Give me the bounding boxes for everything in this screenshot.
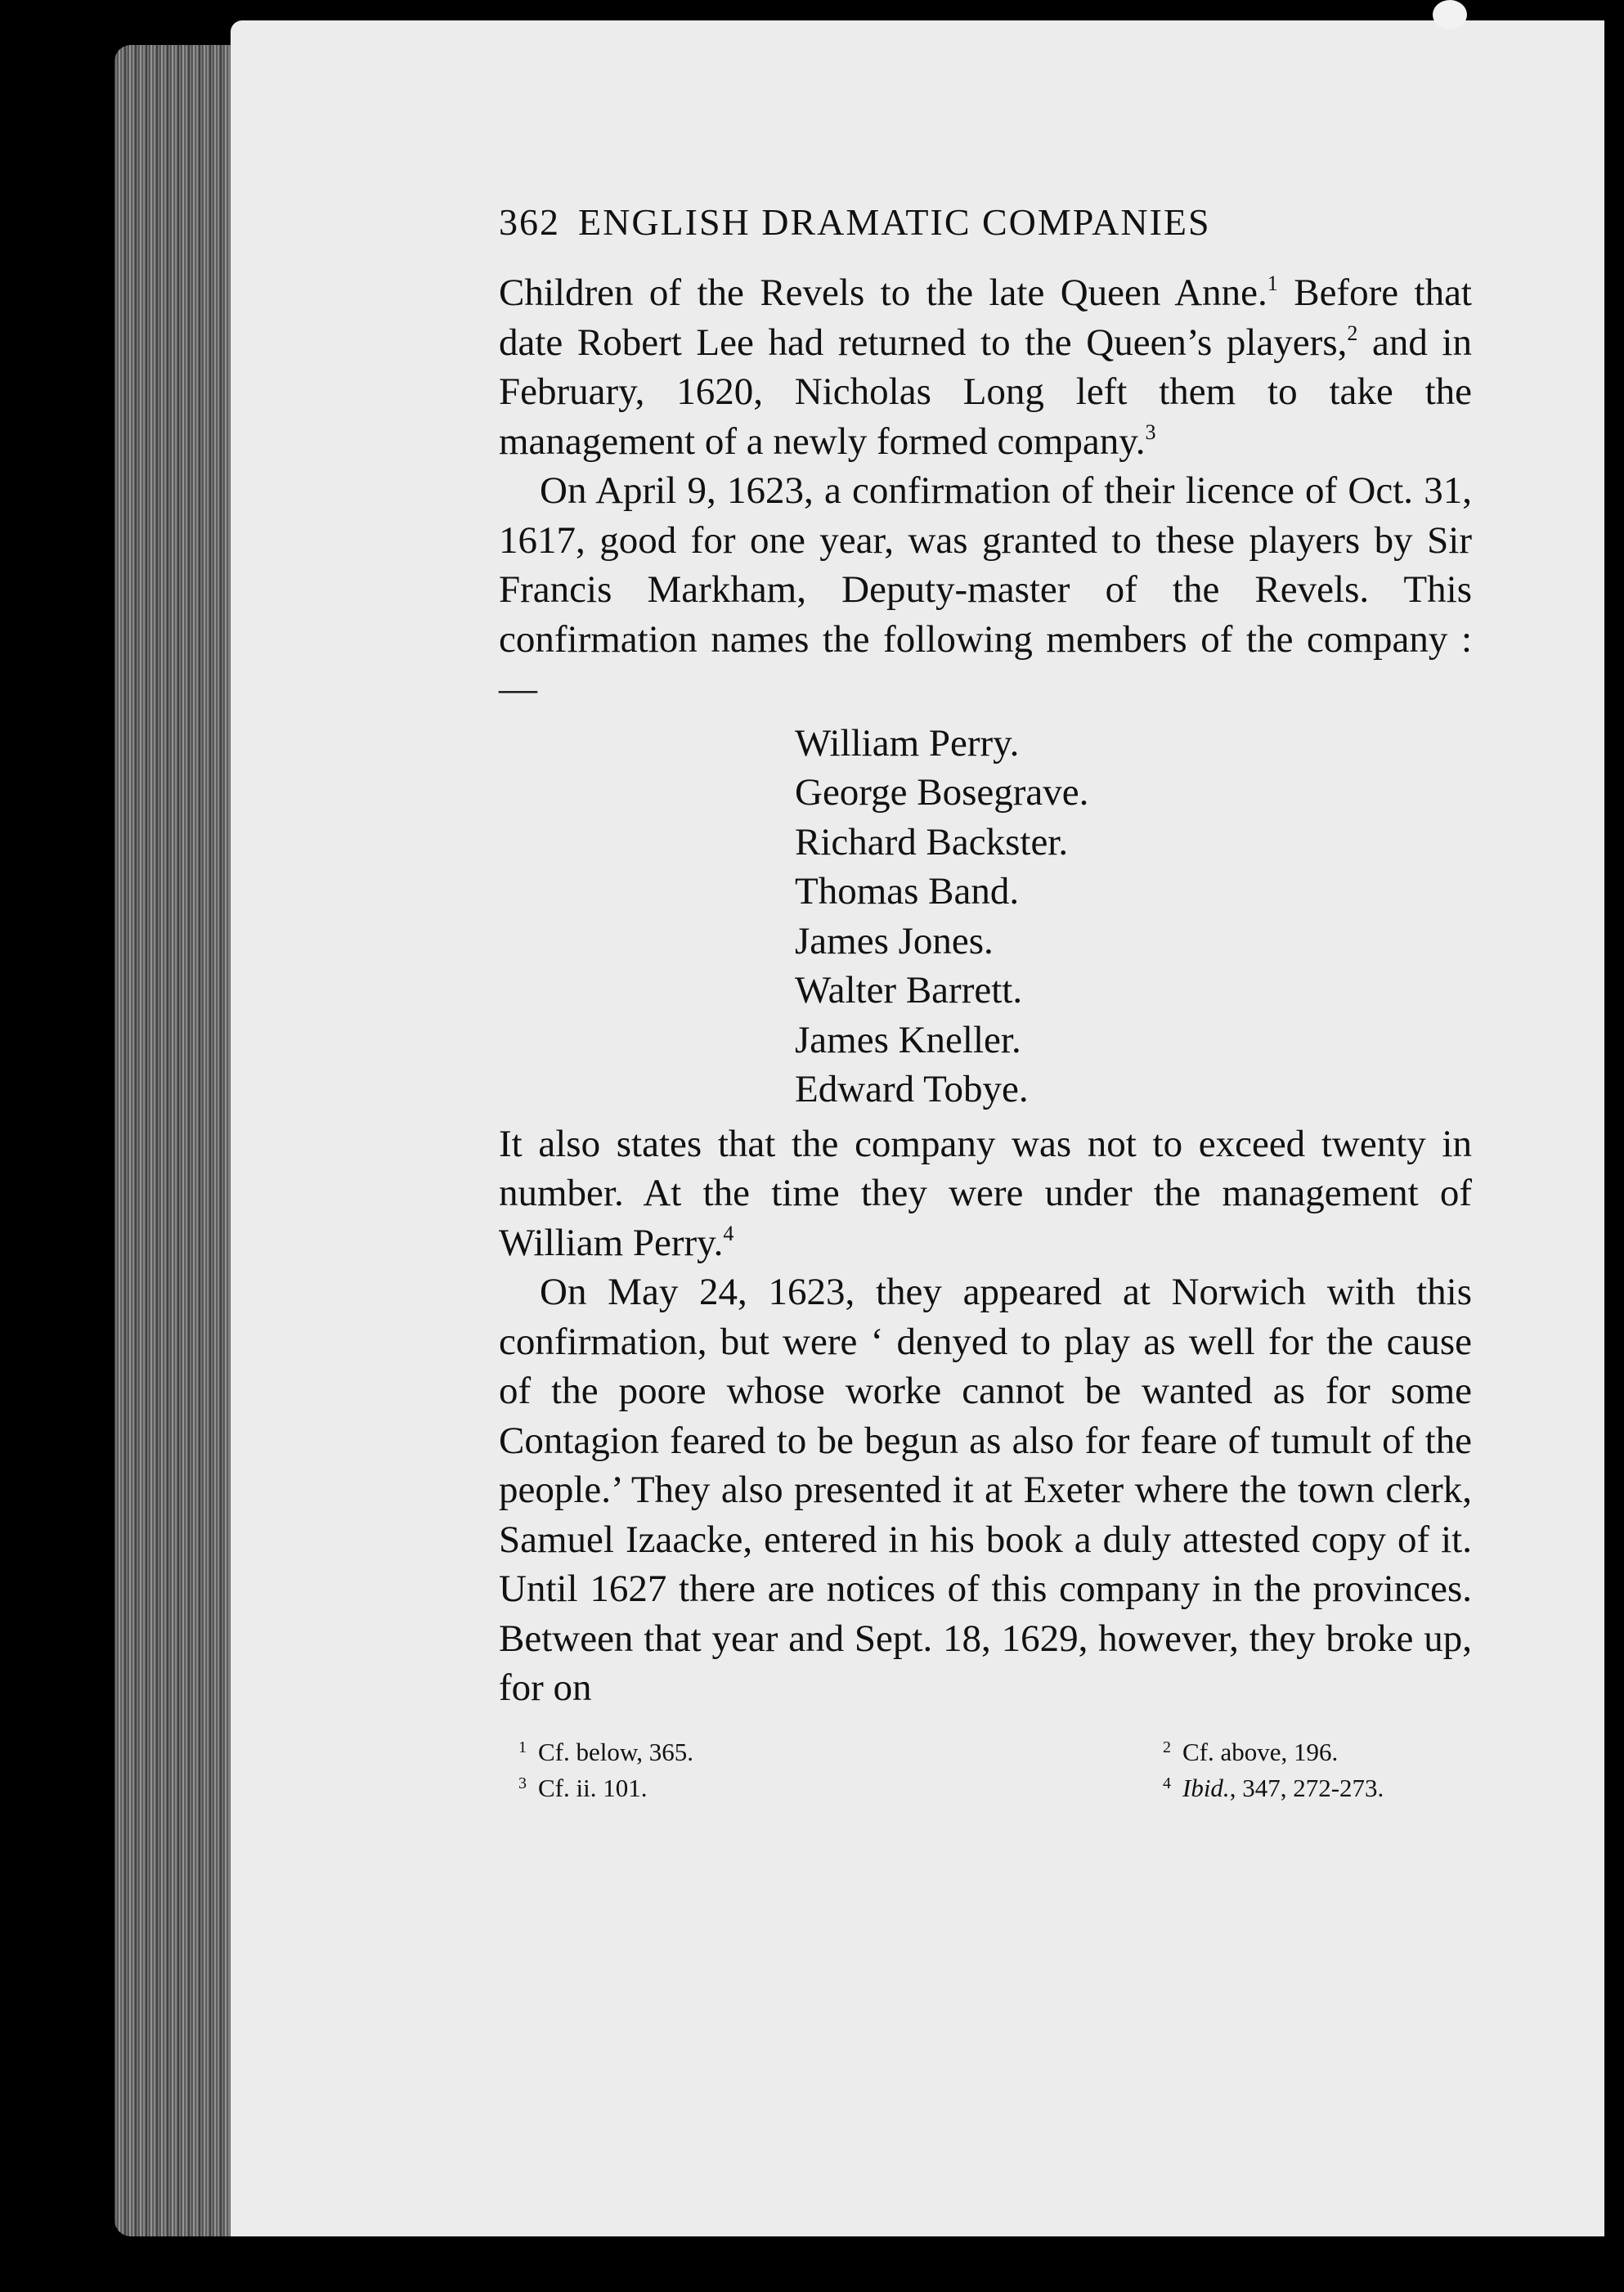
paragraph — [499, 466, 1472, 714]
scan-corner-mark — [1433, 0, 1467, 29]
list-item: William Perry. — [795, 721, 1020, 765]
paragraph-text: On April 9, 1623, a confirmation of their licence of Oct. 31, 1617, good for one year, was granted to these players by Sir Francis Markham, Deputy-master of the Revels. This confirmation names the following members of the company :— — [499, 469, 1472, 710]
footnote-mark: 4 — [1163, 1774, 1171, 1792]
page-text-block — [499, 200, 1472, 1806]
footnote — [518, 1734, 979, 1770]
list-item: James Jones. — [795, 919, 994, 962]
paragraph — [499, 1119, 1472, 1268]
footnote-text: Cf. above, 196. — [1182, 1737, 1339, 1766]
footnote-reference: 1 — [1267, 271, 1278, 295]
paragraph-text: Before that date Robert Lee had returned to the Queen’s players, — [499, 271, 1472, 364]
footnotes — [499, 1734, 1472, 1806]
footnote-reference: 2 — [1347, 321, 1358, 345]
paragraph — [499, 268, 1472, 466]
list-item: Richard Backster. — [795, 820, 1069, 863]
footnote-reference: 4 — [723, 1221, 734, 1245]
list-item: James Kneller. — [795, 1018, 1021, 1061]
footnote — [518, 1770, 979, 1806]
footnote-mark: 1 — [518, 1738, 527, 1756]
footnote-italic: Ibid. — [1182, 1773, 1230, 1802]
running-title: ENGLISH DRAMATIC COMPANIES — [578, 201, 1211, 243]
paragraph-text: It also states that the company was not to exceed twenty in number. At the time they were under the management of William Perry. — [499, 1122, 1472, 1264]
list-item: George Bosegrave. — [795, 771, 1089, 814]
page-number: 362 — [499, 201, 560, 243]
company-member-list — [795, 719, 1472, 1115]
paragraph-text: and in February, 1620, Nicholas Long left them to take the management of a newly formed company. — [499, 321, 1472, 463]
list-item: Thomas Band. — [795, 870, 1020, 913]
footnote-mark: 2 — [1163, 1738, 1171, 1756]
footnote-reference: 3 — [1145, 419, 1156, 444]
list-item: Walter Barrett. — [795, 969, 1023, 1011]
paragraph — [499, 1267, 1472, 1713]
list-item: Edward Tobye. — [795, 1068, 1029, 1110]
running-head — [499, 200, 1472, 244]
footnote-text: Cf. ii. 101. — [538, 1773, 648, 1802]
footnote-mark: 3 — [518, 1774, 527, 1792]
footnote — [1012, 1770, 1472, 1806]
paragraph-text: On May 24, 1623, they appeared at Norwich with this confirmation, but were ‘ denyed to play as well for the cause of the poore whose worke cannot be wanted as for some Contagion feared to be begun as also for feare of tumult of the people.’ They also presented it at Exeter where the town clerk, Samuel Izaacke, entered in his book a duly attested copy of it. Until 1627 there are notices of this company in the provinces. Between that year and Sept. 18, 1629, however, they broke up, for on — [499, 1271, 1472, 1709]
paragraph-text: Children of the Revels to the late Queen Anne. — [499, 271, 1267, 314]
footnote-text: , 347, 272-273. — [1229, 1773, 1384, 1802]
footnote — [1012, 1734, 1472, 1770]
footnote-text: Cf. below, 365. — [538, 1737, 693, 1766]
